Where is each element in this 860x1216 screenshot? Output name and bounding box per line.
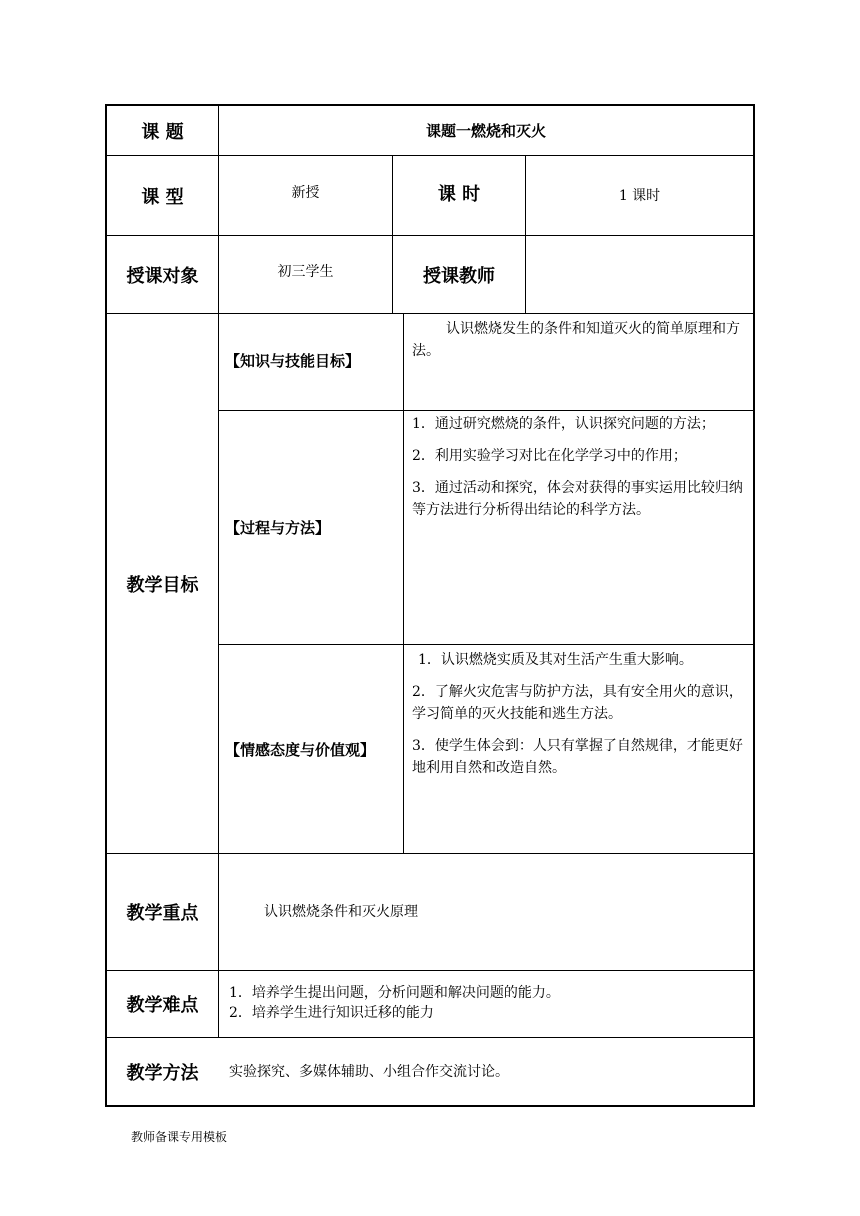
process-item: 3．通过活动和探究，体会对获得的事实运用比较归纳等方法进行分析得出结论的科学方法。 <box>412 480 743 518</box>
type-label: 课 型 <box>141 186 184 208</box>
difficulties-list <box>219 971 753 1037</box>
hours-value: 1 课时 <box>618 187 661 204</box>
keypoints-label: 教学重点 <box>126 903 199 924</box>
attitude-list <box>404 645 753 853</box>
subject-value: 课题一燃烧和灭火 <box>425 122 546 140</box>
methods-text: 实验探究、多媒体辅助、小组合作交流讨论。 <box>229 1063 509 1080</box>
teacher-value <box>526 236 753 313</box>
attitude-item: 1．认识燃烧实质及其对生活产生重大影响。 <box>418 652 693 668</box>
objectives-label: 教学目标 <box>126 574 199 596</box>
difficulty-item: 1．培养学生提出问题，分析问题和解决问题的能力。 <box>229 985 560 1001</box>
footer-note: 教师备课专用模板 <box>131 1130 228 1144</box>
process-item: 2．利用实验学习对比在化学学习中的作用； <box>412 448 687 464</box>
keypoints-text: 认识燃烧条件和灭火原理 <box>264 904 418 920</box>
audience-value: 初三学生 <box>277 263 334 280</box>
border-bottom <box>105 1105 755 1107</box>
difficulty-item: 2．培养学生进行知识迁移的能力 <box>229 1005 434 1021</box>
type-value: 新授 <box>291 184 320 201</box>
audience-label: 授课对象 <box>126 265 199 287</box>
process-label: 【过程与方法】 <box>225 519 331 537</box>
process-item: 1．通过研究燃烧的条件，认识探究问题的方法； <box>412 416 715 432</box>
border-right <box>753 104 755 1107</box>
methods-label: 教学方法 <box>126 1062 199 1084</box>
hours-label: 课 时 <box>437 183 481 205</box>
process-list <box>404 411 753 644</box>
attitude-item: 2．了解火灾危害与防护方法，具有安全用火的意识，学习简单的灭火技能和逃生方法。 <box>412 684 743 722</box>
attitude-item: 3．使学生体会到：人只有掌握了自然规律，才能更好地利用自然和改造自然。 <box>412 738 743 776</box>
difficulties-label: 教学难点 <box>126 995 199 1016</box>
knowledge-label: 【知识与技能目标】 <box>225 352 361 370</box>
attitude-label: 【情感态度与价值观】 <box>225 740 376 759</box>
teacher-label: 授课教师 <box>423 265 495 287</box>
knowledge-text: 认识燃烧发生的条件和知道灭火的简单原理和方法。 <box>412 321 740 359</box>
subject-label: 课 题 <box>141 121 184 143</box>
